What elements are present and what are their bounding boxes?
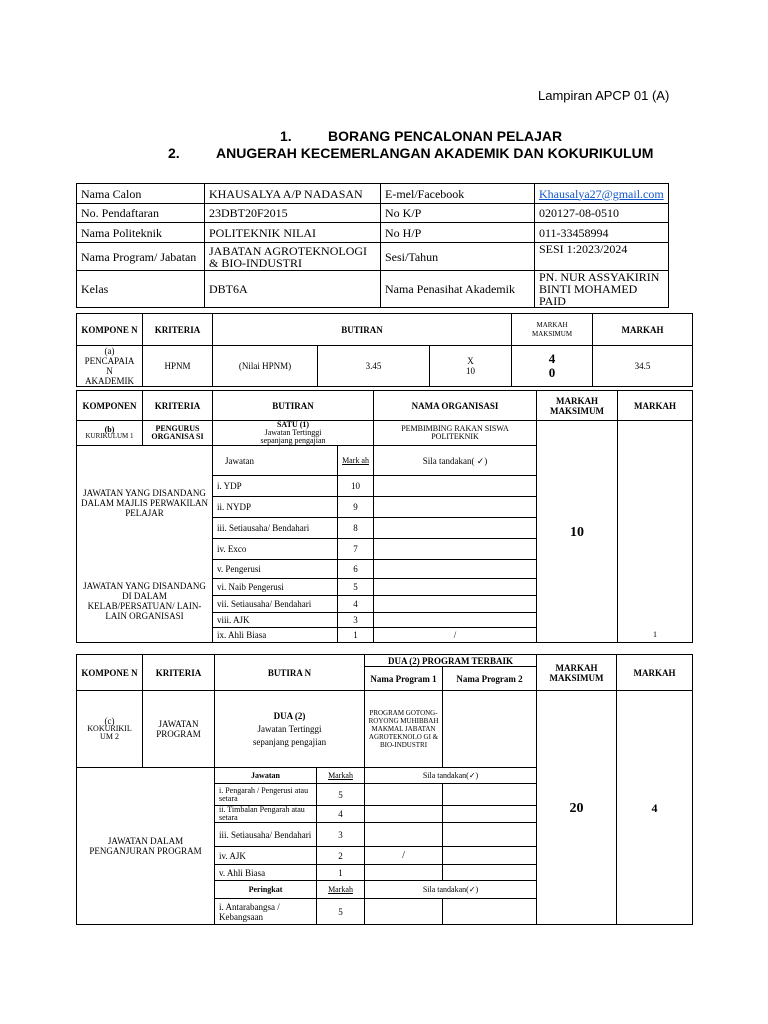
jawatan-item: viii. AJK	[213, 613, 338, 628]
jawatan-item: vi. Naib Pengerusi	[213, 579, 338, 596]
title-1-number: 1.	[280, 128, 292, 144]
jawatan-item: i. YDP	[213, 476, 338, 497]
label-kelas: Kelas	[77, 271, 205, 308]
label-no-kp: No K/P	[381, 204, 535, 223]
komponen-label: KURIKULUM 1	[85, 432, 134, 440]
col-komponen: KOMPONE N	[77, 314, 143, 346]
jawatan-item: v. Pengerusi	[213, 560, 338, 579]
jawatan-item: i. Pengarah / Pengerusi atau setara	[215, 784, 317, 806]
tick-box-program-1[interactable]	[365, 865, 443, 881]
markah-kok2-value: 4	[651, 800, 658, 815]
sub-markah: Markah	[317, 881, 365, 899]
col-dua-program: DUA (2) PROGRAM TERBAIK	[365, 655, 537, 667]
jawatan-markah: 4	[317, 806, 365, 823]
markah-kok2	[617, 691, 693, 925]
label-no-pendaftaran: No. Pendaftaran	[77, 204, 205, 223]
jawatan-markah: 1	[338, 628, 374, 643]
jawatan-markah: 2	[317, 847, 365, 865]
nama-program-1-value: PROGRAM GOTONG-ROYONG MUHIBBAH MAKMAL JABATAN AGROTEKNOLO GI & BIO-INDUSTRI	[365, 691, 443, 768]
value-nama-calon: KHAUSALYA A/P NADASAN	[205, 184, 381, 204]
tick-box[interactable]	[374, 518, 537, 539]
col-komponen: KOMPONEN	[77, 391, 143, 421]
tick-box-program-2[interactable]	[443, 899, 537, 925]
kokurikulum-1-table	[76, 390, 693, 643]
tick-box-program-2[interactable]	[443, 823, 537, 847]
label-nama-politeknik: Nama Politeknik	[77, 223, 205, 243]
value-no-hp: 011-33458994	[535, 223, 669, 243]
jawatan-markah: 1	[317, 865, 365, 881]
jawatan-markah: 7	[338, 539, 374, 560]
tick-box[interactable]	[374, 539, 537, 560]
sub-markah: Mark ah	[338, 446, 374, 476]
jawatan-item: v. Ahli Biasa	[215, 865, 317, 881]
nilai-hpnm: 3.45	[318, 346, 430, 387]
candidate-info-table	[76, 183, 669, 308]
komponen-akademik: (a) PENCAPAIA N AKADEMIK	[77, 346, 143, 387]
col-nama-program-1: Nama Program 1	[365, 667, 443, 691]
nama-program-2-value	[443, 691, 537, 768]
peringkat-markah: 5	[317, 899, 365, 925]
col-butiran: BUTIRAN	[213, 314, 512, 346]
label-program-jabatan: Nama Program/ Jabatan	[77, 243, 205, 271]
peringkat-item: i. Antarabangsa / Kebangsaan	[215, 899, 317, 925]
markah-maks-kok2	[537, 691, 617, 925]
tick-box[interactable]	[374, 560, 537, 579]
group-mpp-label: JAWATAN YANG DISANDANG DALAM MAJLIS PERWAKILAN PELAJAR	[77, 446, 213, 560]
tick-box-program-2[interactable]	[443, 865, 537, 881]
col-kriteria: KRITERIA	[143, 655, 215, 691]
komponen-label-b: (b)	[104, 425, 115, 434]
sub-sila-tandakan: Sila tandakan(✓)	[365, 881, 537, 899]
label-email: E-mel/Facebook	[381, 184, 535, 204]
jawatan-markah: 3	[338, 613, 374, 628]
sub-jawatan: Jawatan	[213, 446, 338, 476]
markah-maks-kok1	[537, 421, 618, 643]
jawatan-markah: 3	[317, 823, 365, 847]
kriteria-pengurus: PENGURUS ORGANISA SI	[143, 421, 213, 446]
sub-peringkat: Peringkat	[215, 881, 317, 899]
tick-box-program-1[interactable]: /	[365, 847, 443, 865]
jawatan-markah: 9	[338, 497, 374, 518]
sub-sila-tandakan: Sila tandakan(✓)	[365, 768, 537, 784]
multiplier-ten: 10	[466, 366, 476, 376]
col-markah-maksimum: MARKAH MAKSIMUM	[537, 391, 618, 421]
value-kelas: DBT6A	[205, 271, 381, 308]
jawatan-item: iii. Setiausaha/ Bendahari	[215, 823, 317, 847]
jawatan-markah: 6	[338, 560, 374, 579]
col-komponen: KOMPONE N	[77, 655, 143, 691]
label-no-hp: No H/P	[381, 223, 535, 243]
jawatan-item: iv. AJK	[215, 847, 317, 865]
tick-box[interactable]	[374, 613, 537, 628]
butiran-dua-label: DUA (2)	[273, 710, 306, 721]
maks-digit-0: 0	[548, 365, 556, 380]
col-markah-maksimum: MARKAH MAKSIMUM	[512, 314, 593, 346]
group-penganjuran-label: JAWATAN DALAM PENGANJURAN PROGRAM	[77, 768, 215, 925]
butiran-satu	[213, 421, 374, 446]
butiran-dua	[215, 691, 365, 768]
sub-markah: Markah	[317, 768, 365, 784]
col-butiran: BUTIRAN	[213, 391, 374, 421]
komponen-label: KOKURIKIL UM 2	[87, 724, 132, 741]
tick-box-program-1[interactable]	[365, 899, 443, 925]
jawatan-markah: 4	[338, 596, 374, 613]
value-nama-politeknik: POLITEKNIK NILAI	[205, 223, 381, 243]
col-kriteria: KRITERIA	[143, 391, 213, 421]
butiran-satu-label: SATU (1)	[276, 420, 310, 429]
tick-box-program-1[interactable]	[365, 823, 443, 847]
value-no-pendaftaran: 23DBT20F2015	[205, 204, 381, 223]
value-no-kp: 020127-08-0510	[535, 204, 669, 223]
tick-box-program-2[interactable]	[443, 784, 537, 806]
tick-box[interactable]: /	[374, 628, 537, 643]
label-nama-calon: Nama Calon	[77, 184, 205, 204]
jawatan-markah: 10	[338, 476, 374, 497]
markah-maks-kok1-value: 10	[570, 524, 585, 540]
group-kelab-label: JAWATAN YANG DISANDANG DI DALAM KELAB/PERSATUAN/ LAIN-LAIN ORGANISASI	[77, 560, 213, 643]
butiran-jawatan-tertinggi: Jawatan Tertinggi	[264, 428, 322, 437]
butiran-nilai-hpnm: (Nilai HPNM)	[213, 346, 318, 387]
butiran-sepanjang: sepanjang pengajian	[252, 736, 327, 747]
title-1: BORANG PENCALONAN PELAJAR	[328, 128, 563, 144]
title-2-number: 2.	[168, 145, 180, 161]
sub-jawatan: Jawatan	[215, 768, 317, 784]
jawatan-item: vii. Setiausaha/ Bendahari	[213, 596, 338, 613]
col-markah: MARKAH	[618, 391, 693, 421]
jawatan-item: iii. Setiausaha/ Bendahari	[213, 518, 338, 539]
kriteria-hpnm: HPNM	[143, 346, 213, 387]
markah-maks-kok2-value: 20	[569, 800, 584, 816]
value-program-jabatan: JABATAN AGROTEKNOLOGI & BIO-INDUSTRI	[205, 243, 381, 271]
value-penasihat: PN. NUR ASSYAKIRIN BINTI MOHAMED PAID	[535, 271, 669, 308]
value-sesi-tahun: SESI 1:2023/2024	[535, 243, 669, 271]
jawatan-item: iv. Exco	[213, 539, 338, 560]
markah-akademik: 34.5	[593, 346, 693, 387]
col-butiran: BUTIRA N	[215, 655, 365, 691]
col-nama-program-2: Nama Program 2	[443, 667, 537, 691]
tick-box[interactable]	[374, 596, 537, 613]
jawatan-item: ii. Timbalan Pengarah atau setara	[215, 806, 317, 823]
title-2: ANUGERAH KECEMERLANGAN AKADEMIK DAN KOKURIKULUM	[216, 145, 654, 161]
markah-kok1-value: 1	[653, 630, 658, 639]
komponen-kokurikulum-1	[77, 421, 143, 446]
jawatan-item: ii. NYDP	[213, 497, 338, 518]
jawatan-markah: 5	[317, 784, 365, 806]
col-markah-maksimum: MARKAH MAKSIMUM	[537, 655, 617, 691]
tick-box[interactable]	[374, 579, 537, 596]
col-nama-organisasi: NAMA ORGANISASI	[374, 391, 537, 421]
multiplier-cell	[430, 346, 512, 387]
markah-kok1	[618, 421, 693, 643]
butiran-jawatan-tertinggi: Jawatan Tertinggi	[257, 723, 322, 734]
jawatan-markah: 8	[338, 518, 374, 539]
tick-box[interactable]	[374, 476, 537, 497]
multiply-sign: X	[467, 356, 474, 366]
markah-maks-akademik	[512, 346, 593, 387]
value-email-link[interactable]: Khausalya27@gmail.com	[539, 186, 664, 201]
maks-digit-4: 4	[548, 351, 556, 366]
jawatan-item: ix. Ahli Biasa	[213, 628, 338, 643]
komponen-label-c: (c)	[104, 716, 115, 726]
lampiran-label: Lampiran APCP 01 (A)	[538, 88, 670, 103]
col-markah: MARKAH	[617, 655, 693, 691]
label-penasihat: Nama Penasihat Akademik	[381, 271, 535, 308]
academic-table	[76, 313, 693, 387]
jawatan-markah: 5	[338, 579, 374, 596]
kriteria-jawatan-program: JAWATAN PROGRAM	[143, 691, 215, 768]
butiran-sepanjang: sepanjang pengajian	[260, 436, 326, 445]
kokurikulum-2-table	[76, 654, 693, 925]
label-sesi-tahun: Sesi/Tahun	[381, 243, 535, 271]
tick-box[interactable]	[374, 497, 537, 518]
col-kriteria: KRITERIA	[143, 314, 213, 346]
nama-organisasi-value: PEMBIMBING RAKAN SISWA POLITEKNIK	[374, 421, 537, 446]
komponen-kokurikulum-2	[77, 691, 143, 768]
tick-box-program-2[interactable]	[443, 847, 537, 865]
sub-sila-tandakan: Sila tandakan( ✓)	[374, 446, 537, 476]
tick-box-program-2[interactable]	[443, 806, 537, 823]
col-markah: MARKAH	[593, 314, 693, 346]
tick-box-program-1[interactable]	[365, 806, 443, 823]
tick-box-program-1[interactable]	[365, 784, 443, 806]
